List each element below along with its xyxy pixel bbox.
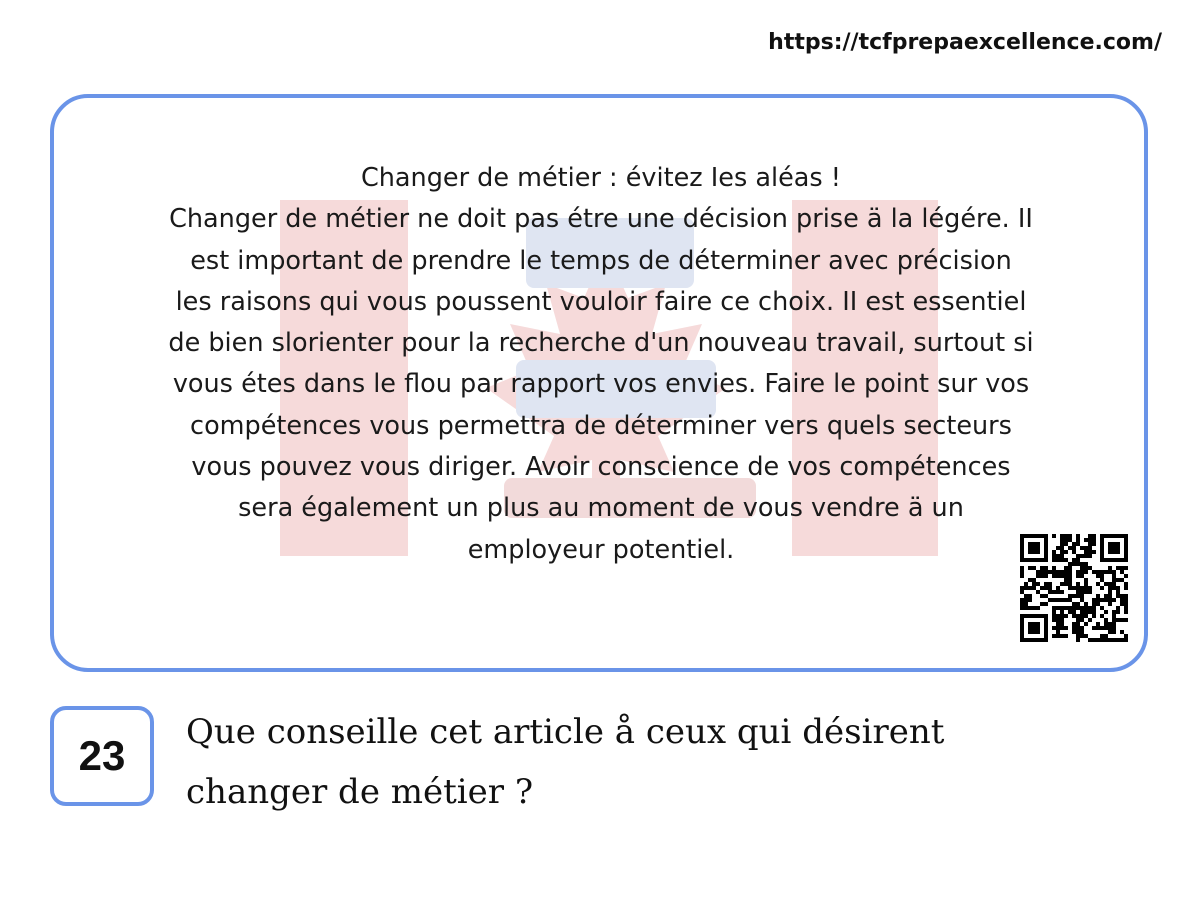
passage-line: de bien slorienter pour la recherche d'un nouveau travail, surtout si — [168, 328, 1034, 359]
qr-code-icon[interactable] — [1020, 534, 1128, 642]
passage-line: les raisons qui vous poussent vouloir faire ce choix. II est essentiel — [175, 286, 1027, 317]
question-text — [186, 702, 1146, 822]
passage-line: Changer de métier ne doit pas étre une décision prise ä la légére. II — [169, 204, 1033, 235]
passage-line: employeur potentiel. — [467, 534, 735, 565]
passage-line: est important de prendre le temps de déterminer avec précision — [190, 245, 1012, 276]
passage-line: compétences vous permettra de déterminer vers quels secteurs — [190, 410, 1012, 441]
passage-title: Changer de métier : évitez Ies aléas ! — [360, 163, 842, 193]
passage-text — [76, 158, 1126, 571]
question-line: changer de métier ? — [186, 772, 534, 812]
site-url[interactable]: https://tcfprepaexcellence.com/ — [768, 30, 1162, 55]
passage-line: vous pouvez vous diriger. Avoir conscience de vos compétences — [191, 452, 1011, 483]
question-line: Que conseille cet article å ceux qui désirent — [186, 712, 945, 752]
question-number — [50, 706, 154, 806]
passage-line: sera également un plus au moment de vous vendre ä un — [238, 493, 964, 524]
question-number-label: 23 — [78, 732, 126, 779]
passage-card — [50, 94, 1148, 672]
passage-line: vous étes dans le flou par rapport vos envies. Faire le point sur vos — [172, 369, 1030, 400]
